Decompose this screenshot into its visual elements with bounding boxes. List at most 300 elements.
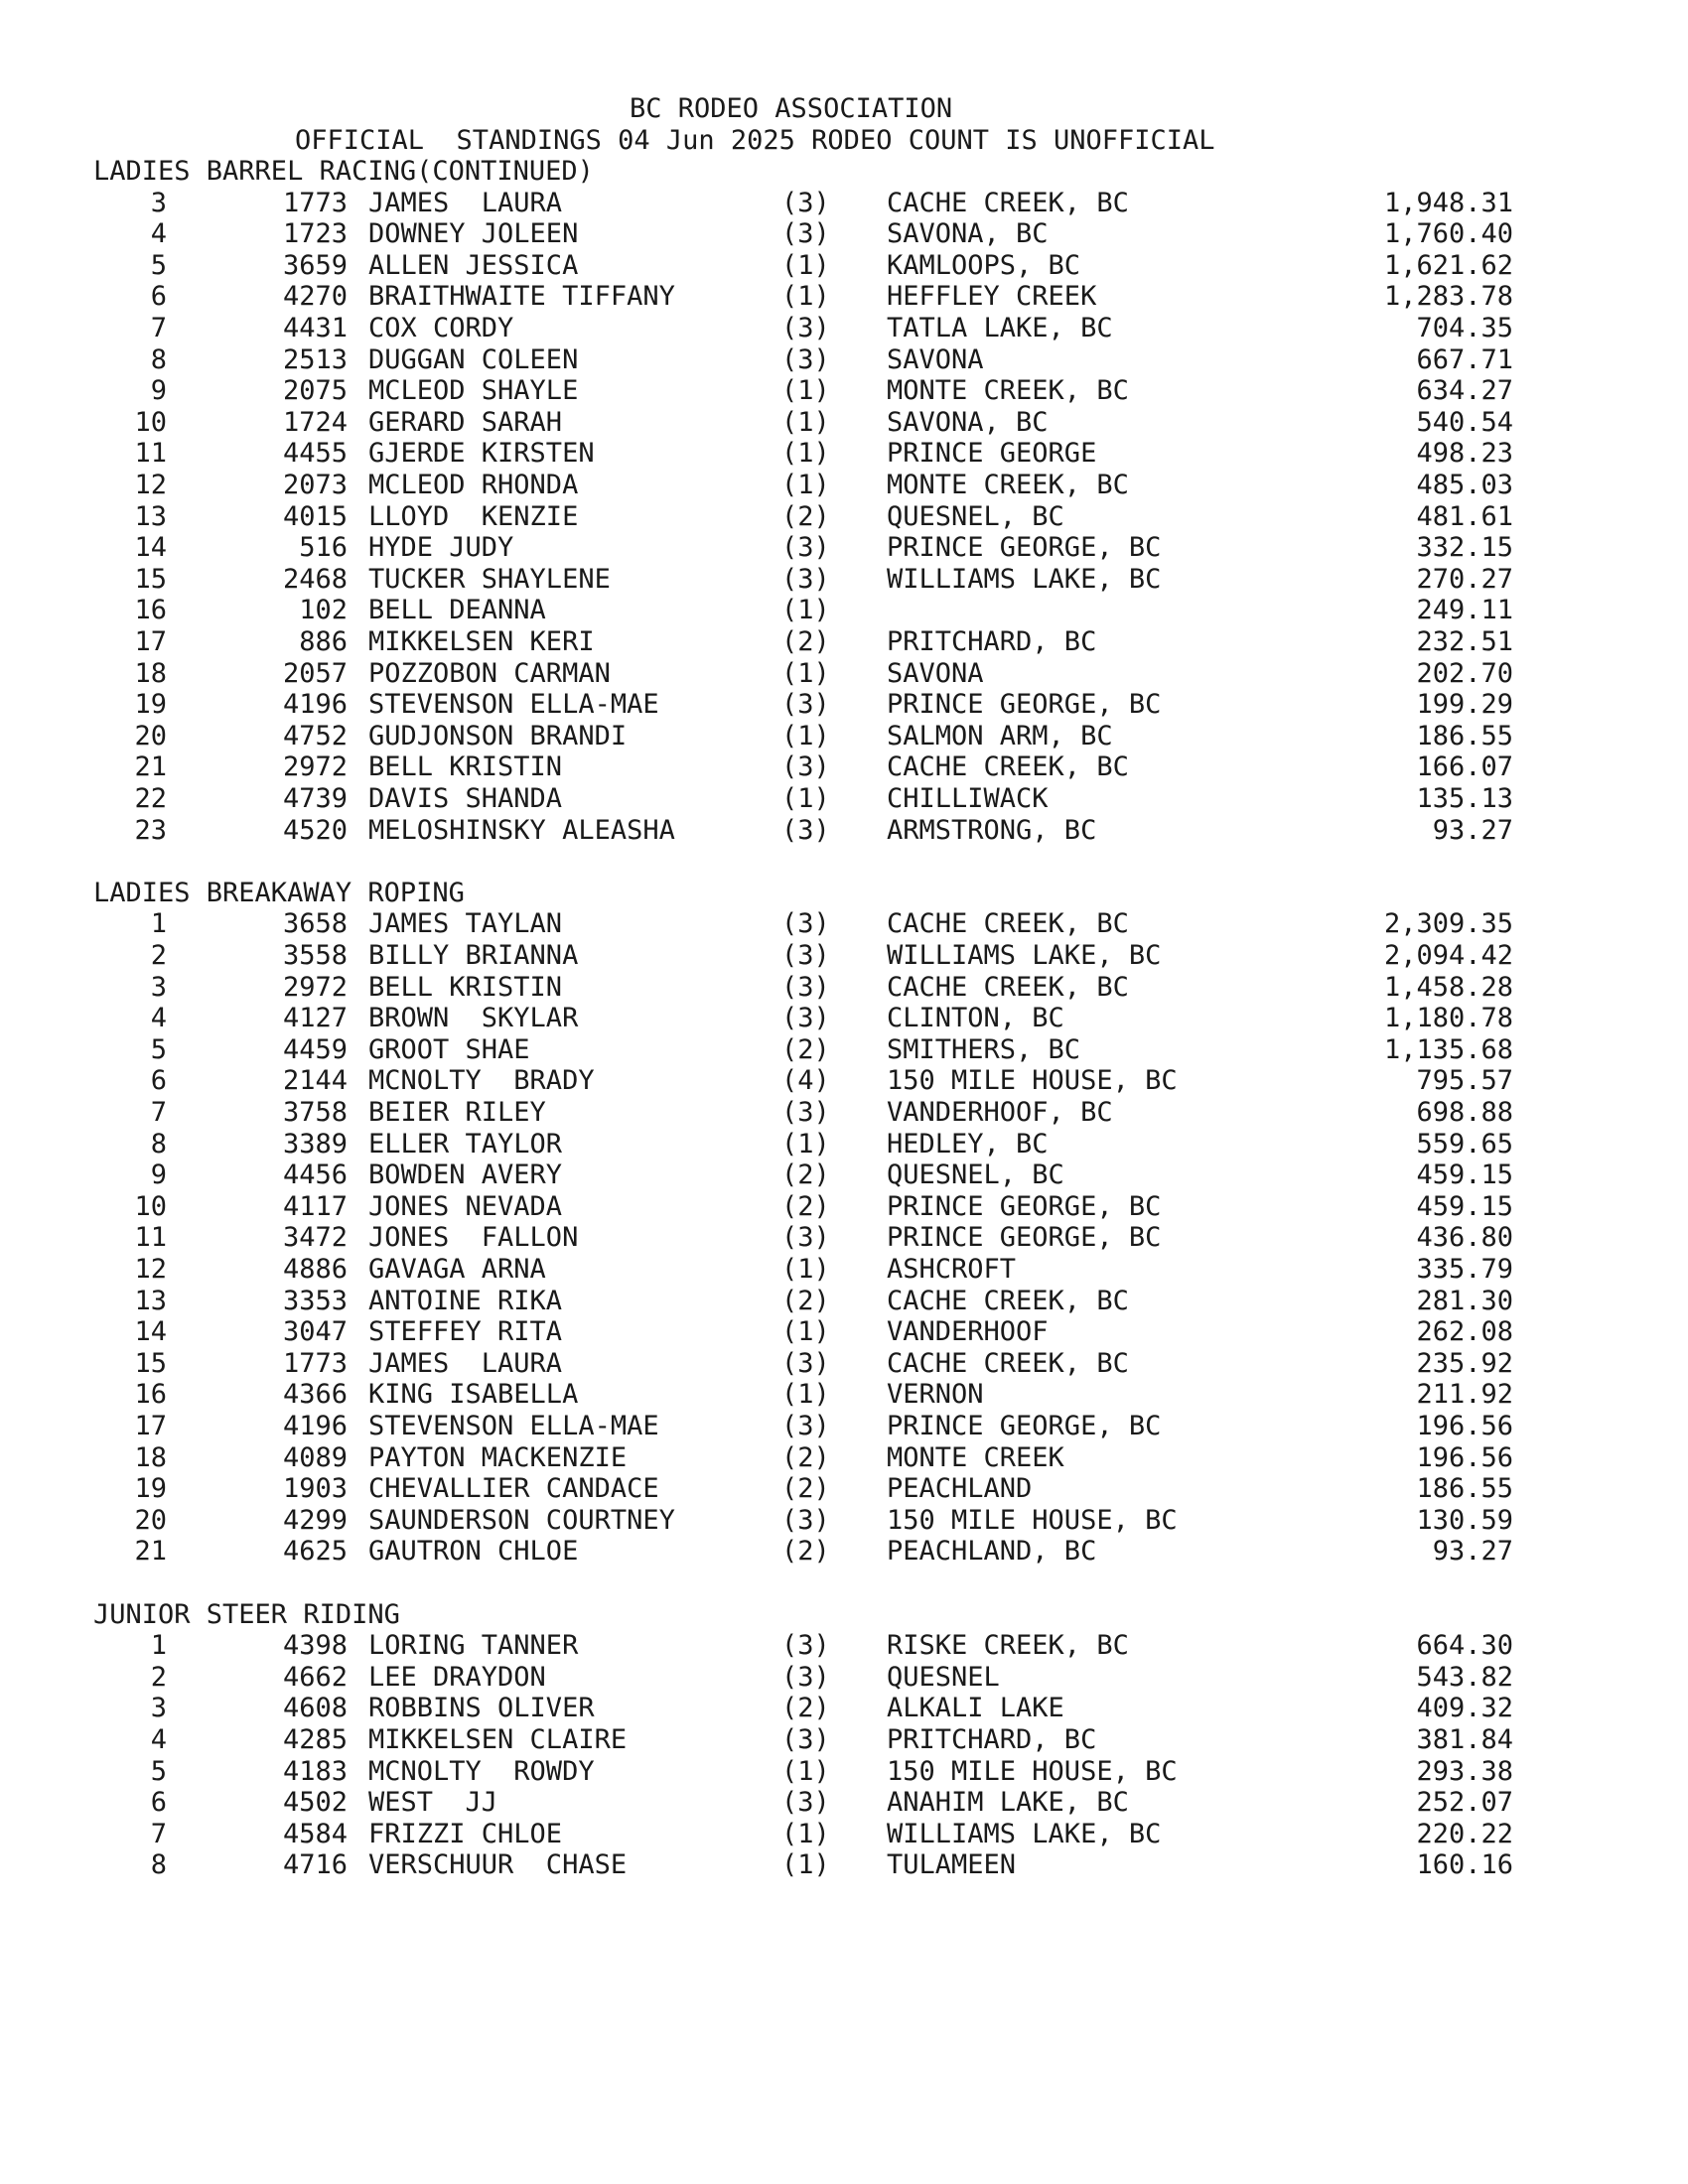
row-contestant-name: HYDE JUDY <box>368 532 514 563</box>
row-member-number: 102 <box>299 595 348 625</box>
row-hometown: SALMON ARM, BC <box>887 721 1113 751</box>
row-rank: 3 <box>150 1693 167 1723</box>
row-rodeo-count: (3) <box>781 564 830 595</box>
row-contestant-name: GUDJONSON BRANDI <box>368 721 628 751</box>
row-contestant-name: BOWDEN AVERY <box>368 1160 563 1190</box>
row-rank: 7 <box>150 1819 167 1849</box>
row-rank: 15 <box>134 1348 167 1379</box>
row-points: 2,094.42 <box>1383 940 1513 971</box>
row-contestant-name: GAVAGA ARNA <box>368 1254 546 1285</box>
row-points: 381.84 <box>1416 1724 1513 1755</box>
row-points: 232.51 <box>1416 626 1513 657</box>
standings-row <box>0 1160 1688 1190</box>
row-rank: 19 <box>134 1473 167 1504</box>
row-points: 2,309.35 <box>1383 908 1513 939</box>
standings-row <box>0 595 1688 625</box>
row-contestant-name: CHEVALLIER CANDACE <box>368 1473 659 1504</box>
row-points: 667.71 <box>1416 344 1513 375</box>
row-contestant-name: JAMES LAURA <box>368 1348 563 1379</box>
standings-row <box>0 1724 1688 1755</box>
row-rodeo-count: (1) <box>781 595 830 625</box>
row-hometown: QUESNEL <box>887 1662 1000 1693</box>
standings-row <box>0 501 1688 532</box>
row-points: 202.70 <box>1416 658 1513 689</box>
standings-row <box>0 689 1688 720</box>
row-points: 252.07 <box>1416 1787 1513 1818</box>
row-rank: 7 <box>150 313 167 343</box>
row-rank: 19 <box>134 689 167 720</box>
standings-row <box>0 313 1688 343</box>
row-member-number: 4459 <box>282 1034 348 1065</box>
standings-row <box>0 1662 1688 1693</box>
row-hometown: ALKALI LAKE <box>887 1693 1064 1723</box>
row-rodeo-count: (3) <box>781 815 830 846</box>
row-rank: 18 <box>134 658 167 689</box>
row-contestant-name: MCLEOD SHAYLE <box>368 375 579 406</box>
row-contestant-name: ANTOINE RIKA <box>368 1286 563 1316</box>
row-hometown: ANAHIM LAKE, BC <box>887 1787 1129 1818</box>
standings-row <box>0 1222 1688 1253</box>
row-hometown: MONTE CREEK <box>887 1442 1064 1473</box>
row-rank: 14 <box>134 1316 167 1347</box>
row-rodeo-count: (1) <box>781 470 830 500</box>
row-rodeo-count: (1) <box>781 1819 830 1849</box>
row-contestant-name: GERARD SARAH <box>368 407 563 438</box>
section-title: JUNIOR STEER RIDING <box>93 1599 400 1630</box>
section-title: LADIES BREAKAWAY ROPING <box>93 878 465 908</box>
row-points: 166.07 <box>1416 751 1513 782</box>
row-points: 332.15 <box>1416 532 1513 563</box>
row-member-number: 4183 <box>282 1756 348 1787</box>
row-rodeo-count: (1) <box>781 1849 830 1880</box>
row-points: 698.88 <box>1416 1097 1513 1128</box>
row-member-number: 4196 <box>282 689 348 720</box>
row-points: 634.27 <box>1416 375 1513 406</box>
row-member-number: 4270 <box>282 281 348 312</box>
row-hometown: SMITHERS, BC <box>887 1034 1081 1065</box>
row-hometown: WILLIAMS LAKE, BC <box>887 1819 1162 1849</box>
row-rodeo-count: (3) <box>781 1097 830 1128</box>
row-hometown: PRINCE GEORGE, BC <box>887 532 1162 563</box>
row-points: 1,180.78 <box>1383 1003 1513 1033</box>
standings-row <box>0 751 1688 782</box>
row-member-number: 4608 <box>282 1693 348 1723</box>
row-rodeo-count: (3) <box>781 1222 830 1253</box>
row-rank: 4 <box>150 218 167 249</box>
row-hometown: CACHE CREEK, BC <box>887 751 1129 782</box>
row-rodeo-count: (2) <box>781 1160 830 1190</box>
row-member-number: 1723 <box>282 218 348 249</box>
row-rodeo-count: (4) <box>781 1065 830 1096</box>
row-rodeo-count: (3) <box>781 940 830 971</box>
row-hometown: SAVONA, BC <box>887 218 1049 249</box>
row-contestant-name: LEE DRAYDON <box>368 1662 546 1693</box>
row-points: 335.79 <box>1416 1254 1513 1285</box>
row-points: 249.11 <box>1416 595 1513 625</box>
row-member-number: 3472 <box>282 1222 348 1253</box>
row-rank: 4 <box>150 1724 167 1755</box>
row-rank: 6 <box>150 1065 167 1096</box>
row-rank: 5 <box>150 1034 167 1065</box>
row-hometown: HEDLEY, BC <box>887 1129 1049 1160</box>
row-points: 135.13 <box>1416 783 1513 814</box>
row-member-number: 4520 <box>282 815 348 846</box>
row-rodeo-count: (1) <box>781 1379 830 1410</box>
row-rodeo-count: (1) <box>781 281 830 312</box>
row-contestant-name: STEVENSON ELLA-MAE <box>368 1411 659 1441</box>
row-points: 704.35 <box>1416 313 1513 343</box>
row-rodeo-count: (3) <box>781 1411 830 1441</box>
row-rodeo-count: (3) <box>781 908 830 939</box>
row-member-number: 2144 <box>282 1065 348 1096</box>
row-contestant-name: MCLEOD RHONDA <box>368 470 579 500</box>
row-rank: 6 <box>150 1787 167 1818</box>
row-rank: 6 <box>150 281 167 312</box>
standings-row <box>0 470 1688 500</box>
standings-row <box>0 250 1688 281</box>
row-hometown: QUESNEL, BC <box>887 501 1064 532</box>
row-contestant-name: POZZOBON CARMAN <box>368 658 611 689</box>
row-points: 1,948.31 <box>1383 188 1513 218</box>
row-rank: 10 <box>134 1191 167 1222</box>
row-contestant-name: DOWNEY JOLEEN <box>368 218 579 249</box>
row-points: 199.29 <box>1416 689 1513 720</box>
row-points: 559.65 <box>1416 1129 1513 1160</box>
row-rank: 5 <box>150 250 167 281</box>
row-hometown: PRINCE GEORGE, BC <box>887 1411 1162 1441</box>
row-member-number: 4431 <box>282 313 348 343</box>
row-points: 1,458.28 <box>1383 972 1513 1003</box>
row-contestant-name: TUCKER SHAYLENE <box>368 564 611 595</box>
row-rodeo-count: (2) <box>781 501 830 532</box>
row-rank: 20 <box>134 1505 167 1536</box>
row-member-number: 4117 <box>282 1191 348 1222</box>
row-points: 1,621.62 <box>1383 250 1513 281</box>
row-rank: 1 <box>150 1630 167 1661</box>
row-contestant-name: WEST JJ <box>368 1787 498 1818</box>
row-hometown: TULAMEEN <box>887 1849 1017 1880</box>
standings-row <box>0 438 1688 469</box>
row-rodeo-count: (2) <box>781 626 830 657</box>
row-contestant-name: BELL KRISTIN <box>368 972 563 1003</box>
row-points: 196.56 <box>1416 1411 1513 1441</box>
row-member-number: 3389 <box>282 1129 348 1160</box>
row-rodeo-count: (3) <box>781 532 830 563</box>
row-rank: 9 <box>150 1160 167 1190</box>
standings-row <box>0 281 1688 312</box>
standings-row <box>0 344 1688 375</box>
row-hometown: PRINCE GEORGE, BC <box>887 1191 1162 1222</box>
row-hometown: TATLA LAKE, BC <box>887 313 1113 343</box>
standings-row <box>0 1756 1688 1787</box>
row-points: 160.16 <box>1416 1849 1513 1880</box>
row-rodeo-count: (3) <box>781 344 830 375</box>
row-rank: 2 <box>150 940 167 971</box>
standings-row <box>0 564 1688 595</box>
row-points: 293.38 <box>1416 1756 1513 1787</box>
row-hometown: HEFFLEY CREEK <box>887 281 1097 312</box>
row-rank: 11 <box>134 1222 167 1253</box>
row-rank: 3 <box>150 972 167 1003</box>
standings-row <box>0 1003 1688 1033</box>
row-rodeo-count: (2) <box>781 1286 830 1316</box>
row-hometown: PRINCE GEORGE, BC <box>887 689 1162 720</box>
row-member-number: 4716 <box>282 1849 348 1880</box>
row-contestant-name: BROWN SKYLAR <box>368 1003 579 1033</box>
row-hometown: PRINCE GEORGE <box>887 438 1097 469</box>
row-member-number: 4752 <box>282 721 348 751</box>
row-rodeo-count: (1) <box>781 1756 830 1787</box>
row-hometown: CACHE CREEK, BC <box>887 972 1129 1003</box>
row-hometown: CACHE CREEK, BC <box>887 908 1129 939</box>
row-contestant-name: KING ISABELLA <box>368 1379 579 1410</box>
standings-row <box>0 1348 1688 1379</box>
row-contestant-name: ROBBINS OLIVER <box>368 1693 595 1723</box>
standings-row <box>0 1191 1688 1222</box>
row-rodeo-count: (3) <box>781 1630 830 1661</box>
row-rank: 7 <box>150 1097 167 1128</box>
row-member-number: 3659 <box>282 250 348 281</box>
row-contestant-name: MCNOLTY BRADY <box>368 1065 595 1096</box>
standings-row <box>0 532 1688 563</box>
standings-row <box>0 972 1688 1003</box>
row-hometown: 150 MILE HOUSE, BC <box>887 1065 1178 1096</box>
row-rodeo-count: (1) <box>781 250 830 281</box>
row-rank: 17 <box>134 1411 167 1441</box>
row-rodeo-count: (3) <box>781 1003 830 1033</box>
row-points: 270.27 <box>1416 564 1513 595</box>
standings-row <box>0 1316 1688 1347</box>
row-hometown: SAVONA <box>887 658 984 689</box>
row-member-number: 2972 <box>282 972 348 1003</box>
row-rank: 23 <box>134 815 167 846</box>
row-member-number: 3658 <box>282 908 348 939</box>
row-contestant-name: GROOT SHAE <box>368 1034 530 1065</box>
row-rodeo-count: (3) <box>781 188 830 218</box>
row-member-number: 3047 <box>282 1316 348 1347</box>
row-rodeo-count: (2) <box>781 1693 830 1723</box>
row-points: 485.03 <box>1416 470 1513 500</box>
row-contestant-name: ELLER TAYLOR <box>368 1129 563 1160</box>
row-points: 93.27 <box>1432 1536 1513 1567</box>
row-points: 1,135.68 <box>1383 1034 1513 1065</box>
row-rank: 5 <box>150 1756 167 1787</box>
row-rank: 13 <box>134 1286 167 1316</box>
row-hometown: CHILLIWACK <box>887 783 1049 814</box>
row-member-number: 2075 <box>282 375 348 406</box>
row-rodeo-count: (3) <box>781 313 830 343</box>
row-rodeo-count: (1) <box>781 438 830 469</box>
row-contestant-name: SAUNDERSON COURTNEY <box>368 1505 675 1536</box>
section-title: LADIES BARREL RACING(CONTINUED) <box>93 156 594 187</box>
row-points: 235.92 <box>1416 1348 1513 1379</box>
row-member-number: 1724 <box>282 407 348 438</box>
row-contestant-name: DUGGAN COLEEN <box>368 344 579 375</box>
row-rodeo-count: (2) <box>781 1191 830 1222</box>
row-points: 186.55 <box>1416 1473 1513 1504</box>
row-member-number: 4584 <box>282 1819 348 1849</box>
row-hometown: KAMLOOPS, BC <box>887 250 1081 281</box>
standings-row <box>0 1097 1688 1128</box>
row-member-number: 4502 <box>282 1787 348 1818</box>
standings-row <box>0 1034 1688 1065</box>
row-points: 1,760.40 <box>1383 218 1513 249</box>
row-points: 196.56 <box>1416 1442 1513 1473</box>
row-contestant-name: FRIZZI CHLOE <box>368 1819 563 1849</box>
standings-row <box>0 940 1688 971</box>
row-member-number: 4625 <box>282 1536 348 1567</box>
row-points: 409.32 <box>1416 1693 1513 1723</box>
standings-row <box>0 218 1688 249</box>
row-points: 262.08 <box>1416 1316 1513 1347</box>
standings-row <box>0 1536 1688 1567</box>
row-rodeo-count: (1) <box>781 1129 830 1160</box>
row-member-number: 4299 <box>282 1505 348 1536</box>
row-hometown: ASHCROFT <box>887 1254 1017 1285</box>
row-member-number: 2468 <box>282 564 348 595</box>
row-rank: 12 <box>134 470 167 500</box>
row-hometown: ARMSTRONG, BC <box>887 815 1097 846</box>
standings-row <box>0 1065 1688 1096</box>
row-rodeo-count: (3) <box>781 1787 830 1818</box>
row-hometown: VANDERHOOF <box>887 1316 1049 1347</box>
row-rank: 21 <box>134 1536 167 1567</box>
row-rodeo-count: (2) <box>781 1473 830 1504</box>
row-member-number: 4456 <box>282 1160 348 1190</box>
row-points: 211.92 <box>1416 1379 1513 1410</box>
row-hometown: SAVONA <box>887 344 984 375</box>
row-contestant-name: PAYTON MACKENZIE <box>368 1442 628 1473</box>
row-rank: 8 <box>150 1129 167 1160</box>
standings-row <box>0 375 1688 406</box>
standings-row <box>0 1693 1688 1723</box>
row-rank: 16 <box>134 595 167 625</box>
standings-row <box>0 908 1688 939</box>
row-contestant-name: JAMES TAYLAN <box>368 908 563 939</box>
standings-row <box>0 1379 1688 1410</box>
row-rank: 14 <box>134 532 167 563</box>
standings-row <box>0 1442 1688 1473</box>
row-contestant-name: GJERDE KIRSTEN <box>368 438 595 469</box>
row-member-number: 2057 <box>282 658 348 689</box>
row-points: 481.61 <box>1416 501 1513 532</box>
row-hometown: WILLIAMS LAKE, BC <box>887 940 1162 971</box>
row-hometown: PEACHLAND, BC <box>887 1536 1097 1567</box>
row-hometown: PRITCHARD, BC <box>887 1724 1097 1755</box>
row-hometown: PRINCE GEORGE, BC <box>887 1222 1162 1253</box>
row-rank: 2 <box>150 1662 167 1693</box>
row-hometown: WILLIAMS LAKE, BC <box>887 564 1162 595</box>
row-hometown: RISKE CREEK, BC <box>887 1630 1129 1661</box>
row-member-number: 4886 <box>282 1254 348 1285</box>
row-rank: 1 <box>150 908 167 939</box>
row-hometown: CACHE CREEK, BC <box>887 188 1129 218</box>
row-hometown: CACHE CREEK, BC <box>887 1286 1129 1316</box>
standings-row <box>0 626 1688 657</box>
row-hometown: 150 MILE HOUSE, BC <box>887 1756 1178 1787</box>
row-member-number: 516 <box>299 532 348 563</box>
row-contestant-name: MIKKELSEN CLAIRE <box>368 1724 628 1755</box>
row-points: 543.82 <box>1416 1662 1513 1693</box>
row-rodeo-count: (1) <box>781 375 830 406</box>
row-member-number: 886 <box>299 626 348 657</box>
row-rank: 21 <box>134 751 167 782</box>
row-points: 220.22 <box>1416 1819 1513 1849</box>
row-rodeo-count: (1) <box>781 658 830 689</box>
row-member-number: 4089 <box>282 1442 348 1473</box>
standings-row <box>0 1473 1688 1504</box>
row-member-number: 1903 <box>282 1473 348 1504</box>
row-rodeo-count: (1) <box>781 407 830 438</box>
row-points: 459.15 <box>1416 1191 1513 1222</box>
row-rodeo-count: (1) <box>781 1316 830 1347</box>
row-rank: 8 <box>150 1849 167 1880</box>
row-member-number: 4398 <box>282 1630 348 1661</box>
standings-row <box>0 1411 1688 1441</box>
standings-row <box>0 815 1688 846</box>
row-member-number: 2073 <box>282 470 348 500</box>
row-rodeo-count: (1) <box>781 1254 830 1285</box>
row-points: 281.30 <box>1416 1286 1513 1316</box>
standings-row <box>0 1630 1688 1661</box>
row-points: 498.23 <box>1416 438 1513 469</box>
row-rank: 16 <box>134 1379 167 1410</box>
row-member-number: 3758 <box>282 1097 348 1128</box>
row-member-number: 4366 <box>282 1379 348 1410</box>
row-hometown: MONTE CREEK, BC <box>887 470 1129 500</box>
row-points: 436.80 <box>1416 1222 1513 1253</box>
row-rank: 10 <box>134 407 167 438</box>
row-rodeo-count: (3) <box>781 1348 830 1379</box>
row-contestant-name: STEFFEY RITA <box>368 1316 563 1347</box>
row-member-number: 4015 <box>282 501 348 532</box>
row-contestant-name: STEVENSON ELLA-MAE <box>368 689 659 720</box>
row-rank: 13 <box>134 501 167 532</box>
row-contestant-name: BELL DEANNA <box>368 595 546 625</box>
row-hometown: VERNON <box>887 1379 984 1410</box>
standings-row <box>0 721 1688 751</box>
row-rank: 18 <box>134 1442 167 1473</box>
row-points: 130.59 <box>1416 1505 1513 1536</box>
row-contestant-name: GAUTRON CHLOE <box>368 1536 579 1567</box>
standings-row <box>0 1254 1688 1285</box>
standings-row <box>0 658 1688 689</box>
row-contestant-name: BRAITHWAITE TIFFANY <box>368 281 675 312</box>
standings-row <box>0 783 1688 814</box>
row-contestant-name: ALLEN JESSICA <box>368 250 579 281</box>
row-hometown: VANDERHOOF, BC <box>887 1097 1113 1128</box>
row-hometown: QUESNEL, BC <box>887 1160 1064 1190</box>
row-rank: 22 <box>134 783 167 814</box>
row-rodeo-count: (1) <box>781 783 830 814</box>
row-contestant-name: BILLY BRIANNA <box>368 940 579 971</box>
standings-row <box>0 1505 1688 1536</box>
standings-row <box>0 1286 1688 1316</box>
row-hometown: PRITCHARD, BC <box>887 626 1097 657</box>
row-rank: 12 <box>134 1254 167 1285</box>
row-member-number: 3353 <box>282 1286 348 1316</box>
row-points: 186.55 <box>1416 721 1513 751</box>
standings-row <box>0 1819 1688 1849</box>
row-contestant-name: COX CORDY <box>368 313 514 343</box>
row-member-number: 4196 <box>282 1411 348 1441</box>
row-member-number: 4127 <box>282 1003 348 1033</box>
document-subtitle: OFFICIAL STANDINGS 04 Jun 2025 RODEO COUNT IS UNOFFICIAL <box>295 125 1215 156</box>
standings-row <box>0 1787 1688 1818</box>
row-points: 540.54 <box>1416 407 1513 438</box>
row-hometown: SAVONA, BC <box>887 407 1049 438</box>
row-rodeo-count: (3) <box>781 218 830 249</box>
